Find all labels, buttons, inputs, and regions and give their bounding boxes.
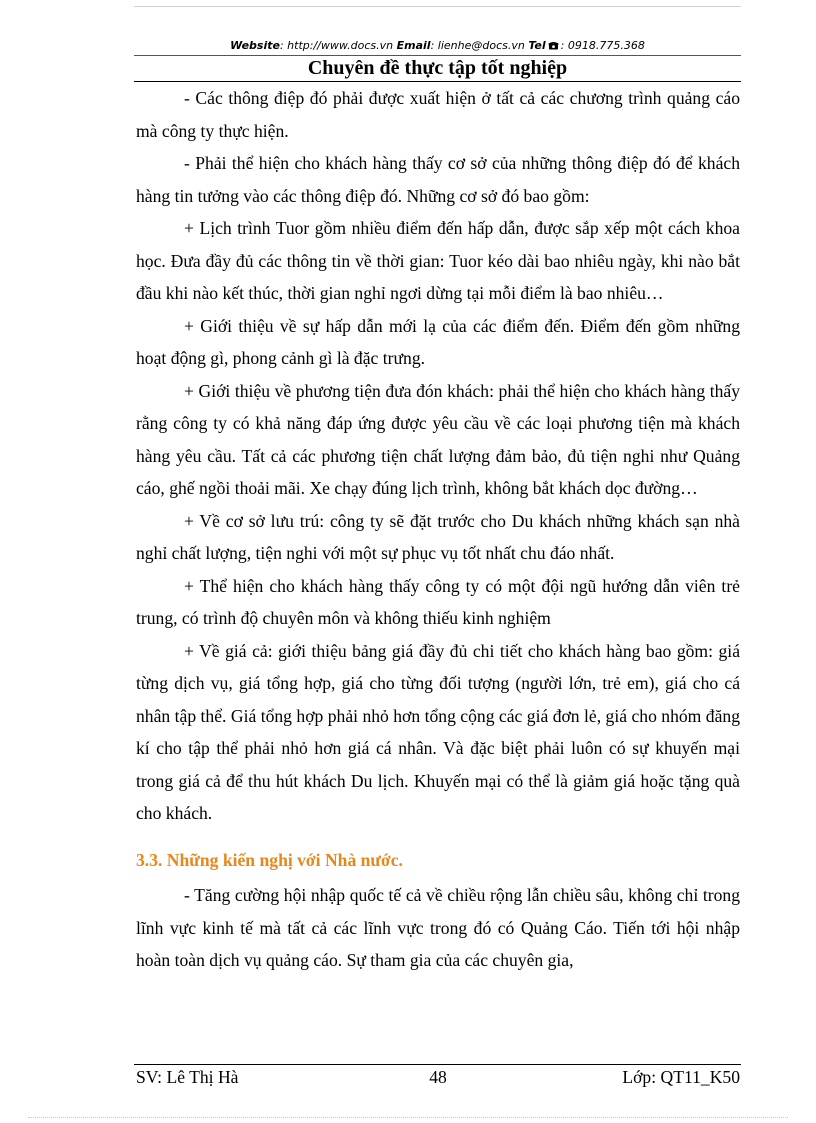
top-divider: [134, 6, 741, 7]
page-title: Chuyên đề thực tập tốt nghiệp: [307, 57, 568, 79]
body-paragraph: + Về cơ sở lưu trú: công ty sẽ đặt trước cho Du khách những khách sạn nhà nghỉ chất lượng, tiện nghi với một sự phục vụ tốt nhất chu đáo nhất.: [136, 510, 740, 563]
body-paragraph: + Thể hiện cho khách hàng thấy công ty có một đội ngũ hướng dẫn viên trẻ trung, có trình độ chuyên môn và không thiếu kinh nghiệm: [136, 575, 740, 628]
body-paragraph: - Phải thể hiện cho khách hàng thấy cơ sở của những thông điệp đó để khách hàng tin tưởng vào các thông điệp đó. Những cơ sở đó bao gồm:: [136, 153, 740, 206]
body-paragraph: + Giới thiệu về sự hấp dẫn mới lạ của các điểm đến. Điểm đến gồm những hoạt động gì, phong cảnh gì là đặc trưng.: [136, 315, 740, 368]
class-code: Lớp: QT11_K50: [622, 1067, 740, 1087]
page-number: 48: [429, 1067, 447, 1087]
section-heading: 3.3. Những kiến nghị với Nhà nước.: [136, 849, 403, 870]
body-paragraph: + Giới thiệu về phương tiện đưa đón khách: phải thể hiện cho khách hàng thấy rằng công ty có khả năng đáp ứng được yêu cầu về các loại phương tiện mà khách hàng yêu cầu. Tất cả các phương tiện chất lượng đảm bảo, đủ tiện nghi như Quảng cáo, ghế ngồi thoải mãi. Xe chạy đúng lịch trình, không bắt khách dọc đường…: [136, 380, 740, 498]
footer-rule: [134, 1064, 741, 1065]
page-footer: [136, 1066, 740, 1088]
email-label: Email: [396, 39, 431, 52]
telephone-icon: [548, 41, 559, 50]
student-name: SV: Lê Thị Hà: [136, 1067, 239, 1087]
section-paragraph: - Tăng cường hội nhập quốc tế cả về chiều rộng lẫn chiều sâu, không chỉ trong lĩnh vực kinh tế mà tất cả các lĩnh vực trong đó có Quảng Cáo. Tiến tới hội nhập hoàn toàn dịch vụ quảng cáo. Sự tham gia của các chuyên gia,: [136, 885, 740, 970]
document-body: [136, 82, 740, 977]
website-label: Website: [230, 39, 280, 52]
tel-label: Tel: [528, 39, 546, 52]
website-header: [134, 38, 741, 54]
website-url[interactable]: : http://www.docs.vn: [279, 39, 394, 52]
body-paragraph: + Lịch trình Tuor gồm nhiều điểm đến hấp dẫn, được sắp xếp một cách khoa học. Đưa đầy đủ các thông tin về thời gian: Tuor kéo dài bao nhiêu ngày, khi nào bắt đầu khi nào kết thúc, thời gian nghỉ ngơi dừng tại mỗi điểm là bao nhiêu…: [136, 218, 740, 303]
body-paragraph: - Các thông điệp đó phải được xuất hiện ở tất cả các chương trình quảng cáo mà công ty thực hiện.: [136, 88, 740, 141]
email-address[interactable]: : lienhe@docs.vn: [430, 39, 525, 52]
page-edge-dotted-line: [28, 1117, 788, 1118]
body-paragraph: + Về giá cả: giới thiệu bảng giá đầy đủ chi tiết cho khách hàng bao gồm: giá từng dịch vụ, giá tổng hợp, giá cho từng đối tượng (người lớn, trẻ em), giá cho cá nhân tập thể. Giá tổng hợp phải nhỏ hơn tổng cộng các giá đơn lẻ, giá cho nhóm đăng kí cho tập thể phải nhỏ hơn giá cá nhân. Và đặc biệt phải luôn có sự khuyến mại trong giá cả để thu hút khách Du lịch. Khuyến mại có thể là giảm giá hoặc tặng quà cho khách.: [136, 640, 740, 823]
phone-number: : 0918.775.368: [560, 39, 645, 52]
